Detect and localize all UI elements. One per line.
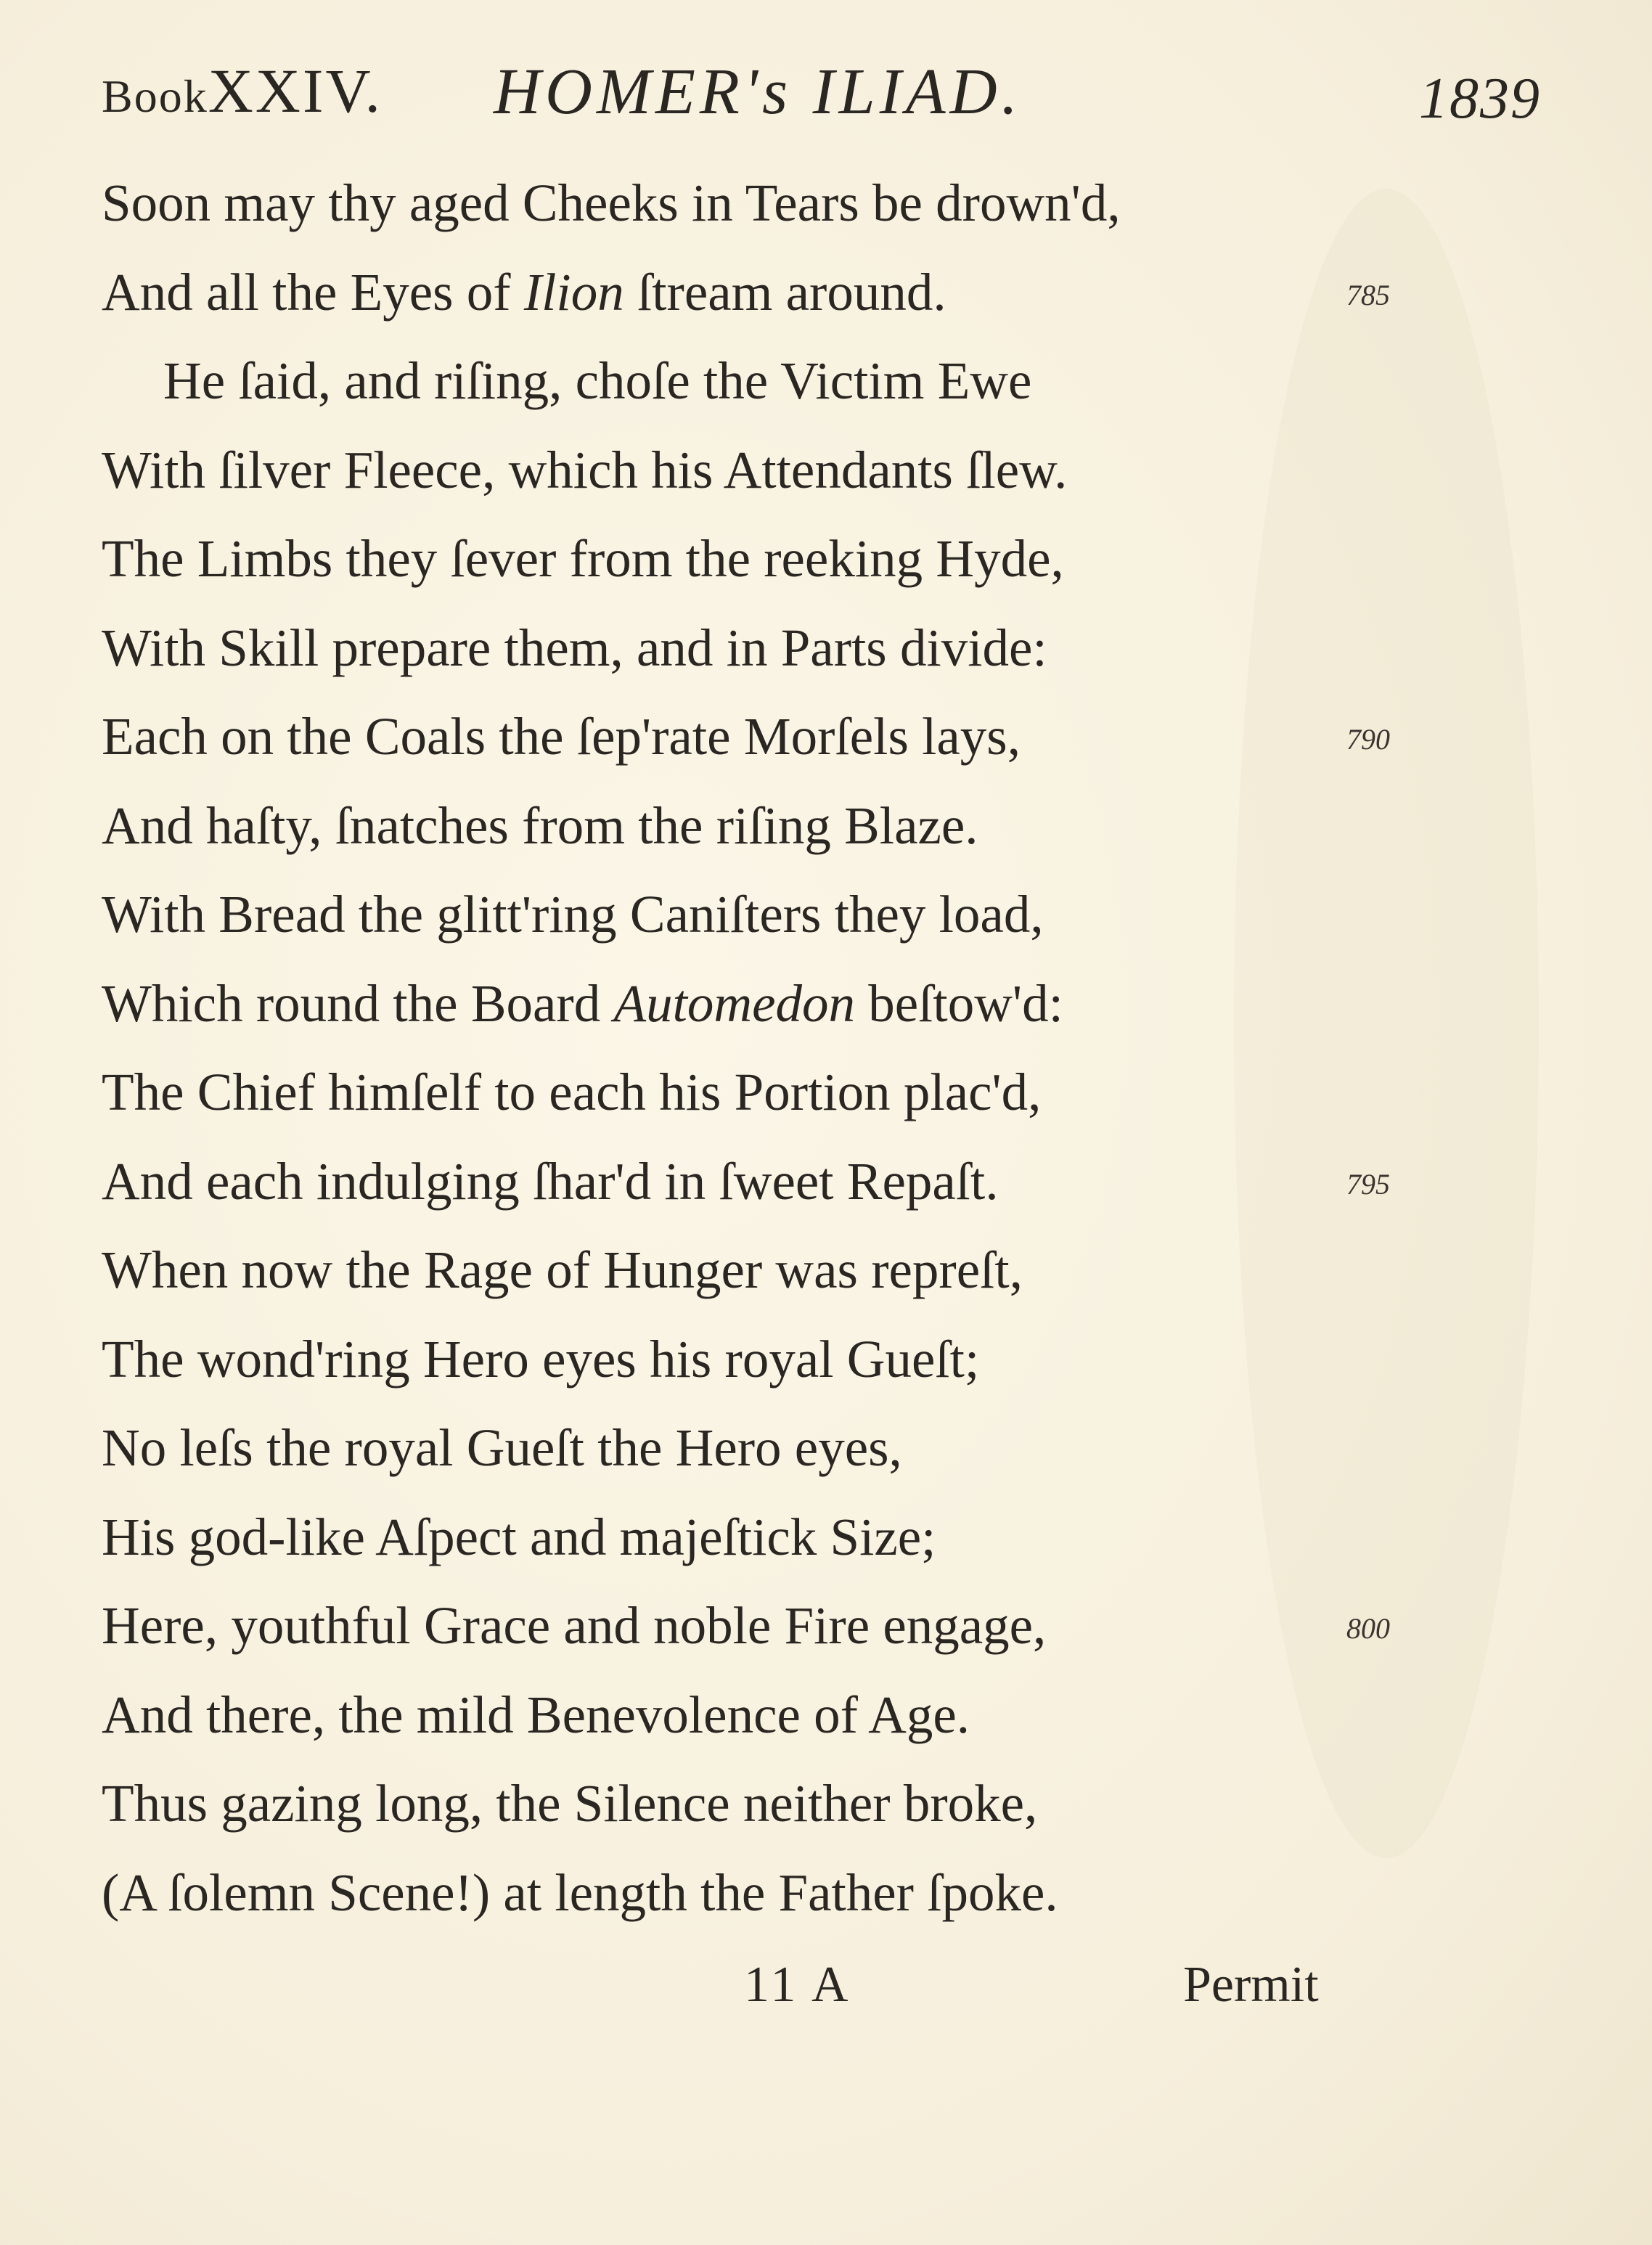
verse-line bbox=[102, 875, 1044, 954]
verse-line bbox=[102, 1320, 979, 1399]
verse-text: His god-like Aſpect and majeſtick Size; bbox=[102, 1507, 936, 1566]
verse-text: Soon may thy aged Cheeks in Tears be drown'd, bbox=[102, 173, 1121, 232]
verse-line bbox=[163, 341, 1031, 421]
italic-name: Ilion bbox=[523, 262, 624, 322]
verse-text: Thus gazing long, the Silence neither broke, bbox=[102, 1774, 1038, 1833]
verse-line bbox=[102, 1408, 902, 1488]
signature-mark: 11 A bbox=[744, 1957, 851, 2013]
verse-line bbox=[102, 1586, 1046, 1666]
verse-text-part: Which round the Board bbox=[102, 973, 614, 1033]
verse-text bbox=[102, 974, 1063, 1033]
verse-text: When now the Rage of Hunger was repreſt, bbox=[102, 1240, 1023, 1299]
line-number: 800 bbox=[1346, 1612, 1390, 1645]
line-number: 795 bbox=[1346, 1167, 1390, 1201]
verse-line bbox=[102, 1230, 1023, 1310]
book-label bbox=[102, 54, 383, 127]
verse-line bbox=[102, 964, 1063, 1044]
verse-line bbox=[102, 1497, 936, 1577]
line-number: 785 bbox=[1346, 278, 1390, 311]
verse-line bbox=[102, 163, 1121, 243]
verse-line bbox=[102, 1675, 970, 1755]
verse-text: The Limbs they ſever from the reeking Hyde, bbox=[102, 529, 1064, 588]
verse-text-part: And all the Eyes of bbox=[102, 262, 524, 322]
verse-text: With Bread the glitt'ring Caniſters they load, bbox=[102, 885, 1044, 944]
verse-line bbox=[102, 786, 978, 866]
page-number: 1839 bbox=[1419, 67, 1541, 131]
verse-line bbox=[102, 430, 1067, 510]
verse-text bbox=[102, 263, 946, 322]
book-word: Book bbox=[102, 70, 208, 122]
line-number: 790 bbox=[1346, 723, 1390, 756]
catchline bbox=[0, 1945, 1652, 2025]
running-title: HOMER's ILIAD. bbox=[494, 56, 1023, 128]
verse-line bbox=[102, 1052, 1041, 1132]
verse-line bbox=[102, 1142, 999, 1222]
verse-line bbox=[102, 519, 1064, 599]
italic-name: Automedon bbox=[613, 973, 855, 1033]
catchword: Permit bbox=[1183, 1957, 1319, 2013]
verse-text: And haſty, ſnatches from the riſing Blaze. bbox=[102, 796, 978, 855]
book-number: XXIV. bbox=[208, 56, 383, 126]
verse-line bbox=[102, 697, 1021, 777]
verse-text: The Chief himſelf to each his Portion plac'd, bbox=[102, 1063, 1042, 1121]
verse-text: The wond'ring Hero eyes his royal Gueſt; bbox=[102, 1329, 980, 1389]
verse-text-part: beſtow'd: bbox=[854, 973, 1063, 1033]
verse-text: Here, youthful Grace and noble Fire engage, bbox=[102, 1596, 1047, 1655]
verse-text: And there, the mild Benevolence of Age. bbox=[102, 1685, 970, 1744]
verse-text-part: ſtream around. bbox=[623, 262, 946, 322]
verse-text: And each indulging ſhar'd in ſweet Repaſt. bbox=[102, 1151, 999, 1211]
verse-line bbox=[102, 608, 1047, 688]
verse-text: No leſs the royal Gueſt the Hero eyes, bbox=[102, 1418, 902, 1477]
verse-line bbox=[102, 253, 946, 332]
verse-text: With ſilver Fleece, which his Attendants ſlew. bbox=[102, 440, 1068, 499]
verse-text: Each on the Coals the ſep'rate Morſels lays, bbox=[102, 707, 1021, 766]
verse-text: With Skill prepare them, and in Parts divide: bbox=[102, 618, 1047, 677]
running-head bbox=[0, 54, 1652, 134]
verse-text: (A ſolemn Scene!) at length the Father ſpoke. bbox=[102, 1862, 1058, 1922]
verse-text: He ſaid, and riſing, choſe the Victim Ewe bbox=[163, 351, 1032, 410]
verse-line bbox=[102, 1764, 1037, 1844]
verse-line bbox=[102, 1853, 1058, 1933]
